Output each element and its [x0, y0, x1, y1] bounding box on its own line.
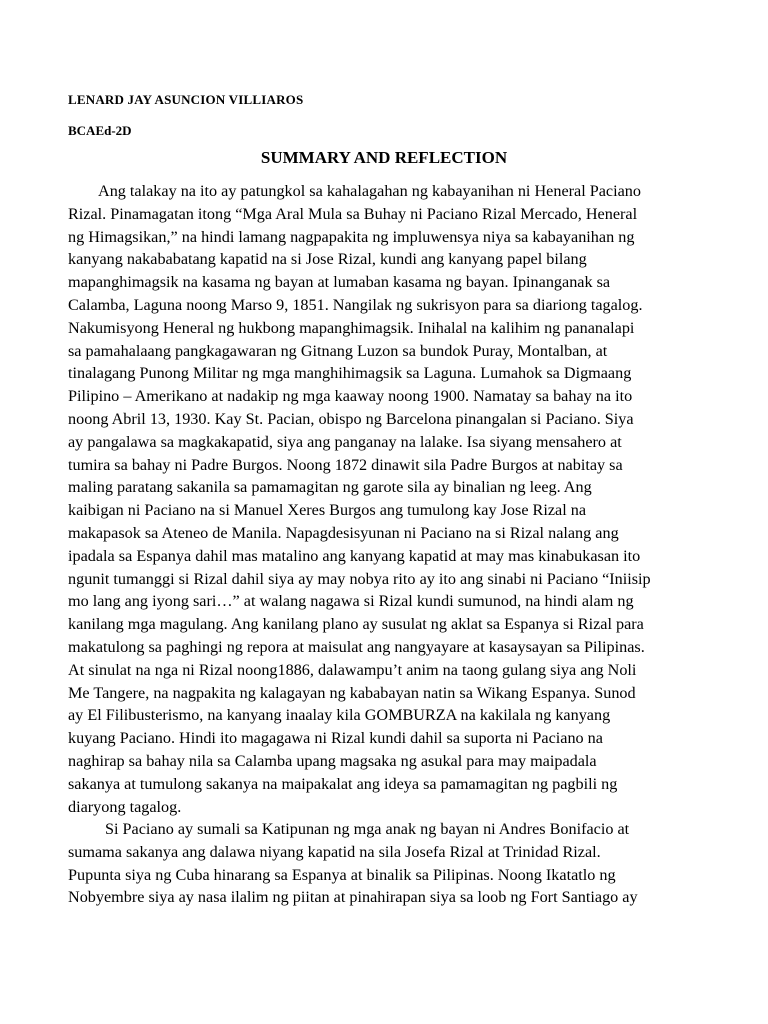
paragraph-line: naghirap sa bahay nila sa Calamba upang magsaka ng asukal para may maipadala — [68, 751, 597, 770]
paragraph-line: maling paratang sakanila sa pamamagitan ng garote sila ay binalian ng leeg. Ang — [68, 478, 592, 497]
paragraph-line: tinalagang Punong Militar ng mga manghihimagsik sa Laguna. Lumahok sa Digmaang — [68, 364, 632, 383]
paragraph-line: tumira sa bahay ni Padre Burgos. Noong 1872 dinawit sila Padre Burgos at nabitay sa — [68, 455, 623, 474]
author-name: LENARD JAY ASUNCION VILLIAROS — [68, 92, 304, 107]
document-title: SUMMARY AND REFLECTION — [260, 148, 508, 167]
paragraph-line: kanilang mga magulang. Ang kanilang plano ay susulat ng aklat sa Espanya si Rizal para — [68, 615, 644, 634]
paragraph-line: noong Abril 13, 1930. Kay St. Pacian, obispo ng Barcelona pinangalan si Paciano. Siya — [68, 409, 634, 428]
paragraph-line: Nobyembre siya ay nasa ilalim ng piitan at pinahirapan siya sa loob ng Fort Santiago ay — [68, 888, 638, 907]
paragraph-line: diaryong tagalog. — [68, 797, 182, 816]
paragraph-line: mapanghimagsik na kasama ng bayan at lumaban kasama ng bayan. Ipinanganak sa — [68, 273, 611, 292]
paragraph-line: Nakumisyong Heneral ng hukbong mapanghimagsik. Inihalal na kalihim ng pananalapi — [68, 318, 635, 337]
paragraph-line: ay El Filibusterismo, na kanyang inaalay kila GOMBURZA na kakilala ng kanyang — [68, 706, 611, 725]
paragraph-line: Ang talakay na ito ay patungkol sa kahalagahan ng kabayanihan ni Heneral Paciano — [98, 182, 641, 200]
paragraph-line: mo lang ang iyong sari…” at walang nagawa si Rizal kundi sumunod, na hindi alam ng — [68, 592, 634, 611]
paragraph-line: ay pangalawa sa magkakapatid, siya ang panganay na lalake. Isa siyang mensahero at — [68, 432, 622, 451]
paragraph-line: Calamba, Laguna noong Marso 9, 1851. Nangilak ng sukrisyon para sa diariong tagalog. — [68, 295, 643, 314]
paragraph-line: Si Paciano ay sumali sa Katipunan ng mga anak ng bayan ni Andres Bonifacio at — [105, 820, 630, 838]
paragraph-line: Pilipino – Amerikano at nadakip ng mga kaaway noong 1900. Namatay sa bahay na ito — [68, 387, 633, 406]
paragraph-1 — [68, 180, 708, 818]
paragraph-line: ipadala sa Espanya dahil mas matalino ang kanyang kapatid at may mas kinabukasan ito — [68, 546, 641, 565]
course-section: BCAEd-2D — [68, 123, 132, 138]
paragraph-line: sumama sakanya ang dalawa niyang kapatid na sila Josefa Rizal at Trinidad Rizal. — [68, 842, 601, 861]
paragraph-line: kuyang Paciano. Hindi ito magagawa ni Rizal kundi dahil sa suporta ni Paciano na — [68, 729, 603, 748]
paragraph-line: sakanya at tumulong sakanya na maipakalat ang ideya sa pamamagitan ng pagbili ng — [68, 774, 618, 793]
paragraph-line: kanyang nakababatang kapatid na si Jose Rizal, kundi ang kanyang papel bilang — [68, 250, 587, 269]
paragraph-line: Pupunta siya ng Cuba hinarang sa Espanya at binalik sa Pilipinas. Noong Ikatatlo ng — [68, 865, 616, 884]
paragraph-2 — [68, 818, 708, 909]
paragraph-line: kaibigan ni Paciano na si Manuel Xeres Burgos ang tumulong kay Jose Rizal na — [68, 501, 587, 520]
paragraph-line: ng Himagsikan,” na hindi lamang nagpapakita ng impluwensya niya sa kabayanihan ng — [68, 227, 635, 246]
paragraph-line: makatulong sa paghingi ng repora at maisulat ang nangyayare at kasaysayan sa Pilipinas. — [68, 637, 645, 656]
paragraph-line: Rizal. Pinamagatan itong “Mga Aral Mula sa Buhay ni Paciano Rizal Mercado, Heneral — [68, 204, 638, 223]
paragraph-line: ngunit tumanggi si Rizal dahil siya ay may nobya rito ay ito ang sinabi ni Paciano “Iniisip — [68, 569, 651, 588]
paragraph-line: At sinulat na nga ni Rizal noong1886, dalawampu’t anim na taong gulang siya ang Noli — [68, 660, 637, 679]
paragraph-line: Me Tangere, na nagpakita ng kalagayan ng kababayan natin sa Wikang Espanya. Sunod — [68, 683, 636, 702]
paragraph-line: makapasok sa Ateneo de Manila. Napagdesisyunan ni Paciano na si Rizal nalang ang — [68, 523, 619, 542]
paragraph-line: sa pamahalaang pangkagawaran ng Gitnang Luzon sa bundok Puray, Montalban, at — [68, 341, 608, 360]
